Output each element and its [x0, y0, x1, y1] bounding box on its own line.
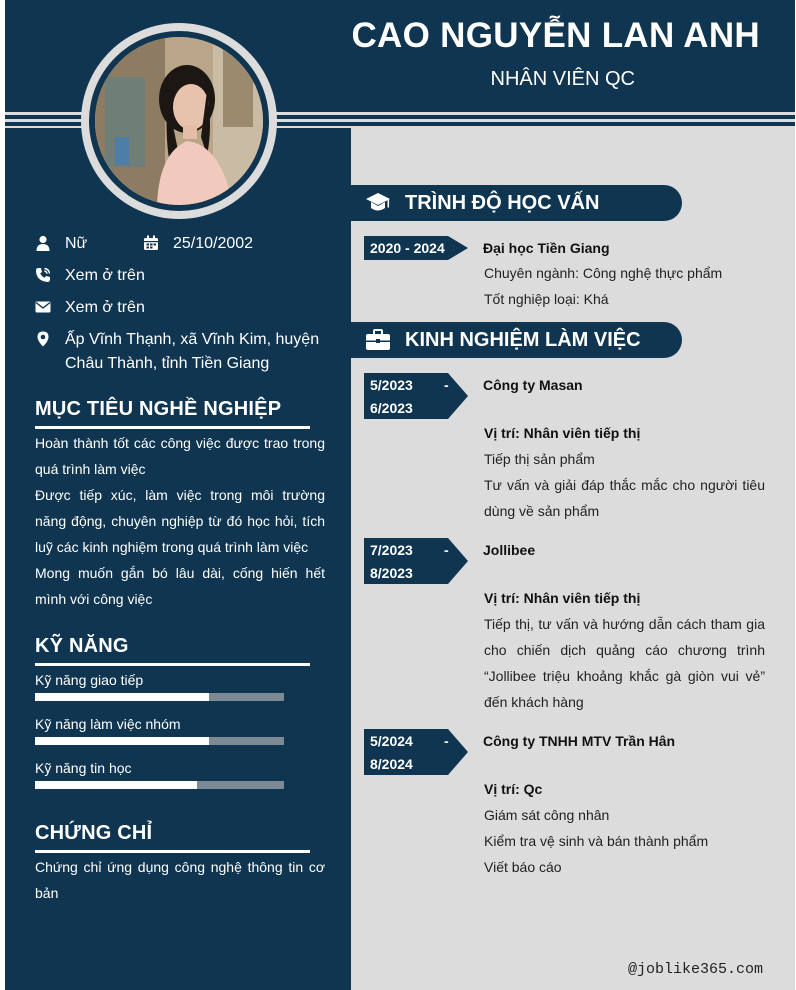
skill-bar: [35, 737, 284, 745]
certificate-text: Chứng chỉ ứng dụng công nghệ thông tin cơ bản: [35, 859, 325, 901]
sidebar: Nữ 25/10/2002 Xem ở trên Xem ở trên Ấp Vĩnh Thạnh, xã Vĩnh Kim, huyện Châu Thành, tỉnh Tiền Giang MỤC TIÊU NGHỀ NGHIỆP Hoàn thành tốt các công việc được trao trong quá trình làm việc Được tiếp xúc, làm việc trong môi trường năng động, chuyên nghiệp từ đó học hỏi, tích luỹ các kinh nghiệm trong quá trình làm việc Mong muốn gắn bó lâu dài, cống hiến hết mình với công việc KỸ NĂNG Kỹ năng giao tiếp Kỹ năng làm việc nhóm Kỹ năng tin học CHỨNG CHỈ Chứng chỉ ứng dụng công nghệ thông tin cơ bản: [5, 128, 351, 990]
education-date: 2020 - 2024: [370, 240, 445, 256]
graduation-cap-icon: [365, 190, 391, 216]
experience-company: Công ty Masan: [483, 377, 583, 393]
skill-label: Kỹ năng làm việc nhóm: [35, 716, 181, 732]
experience-date-end: 8/2023: [370, 565, 413, 581]
candidate-title: NHÂN VIÊN QC: [490, 68, 635, 90]
education-detail: Chuyên ngành: Công nghệ thực phẩm: [484, 265, 723, 281]
experience-date-start: 5/2024: [370, 733, 413, 749]
section-divider: [35, 426, 310, 429]
experience-company: Jollibee: [483, 542, 536, 558]
experience-heading-band: [351, 322, 682, 358]
briefcase-icon: [365, 327, 391, 353]
education-school: Đại học Tiền Giang: [483, 240, 610, 256]
objective-paragraph: Mong muốn gắn bó lâu dài, cống hiến hết mình với công việc: [35, 565, 325, 607]
experience-date-start: 7/2023: [370, 542, 413, 558]
profile-photo: [95, 37, 263, 205]
phone-icon: [35, 267, 51, 283]
experience-duty: Tiếp thị sản phẩm: [484, 451, 595, 467]
experience-position: Vị trí: Nhân viên tiếp thị: [484, 590, 641, 606]
cv-page: [5, 0, 795, 990]
candidate-name: CAO NGUYỄN LAN ANH: [351, 16, 760, 55]
experience-duty: Viết báo cáo: [484, 859, 562, 875]
skill-label: Kỹ năng giao tiếp: [35, 672, 144, 688]
date-tag: [364, 373, 448, 419]
experience-company: Công ty TNHH MTV Trần Hân: [483, 733, 676, 749]
experience-position: Vị trí: Nhân viên tiếp thị: [484, 425, 641, 441]
experience-date-end: 8/2024: [370, 756, 413, 772]
skills-heading: KỸ NĂNG: [35, 635, 129, 657]
education-heading-band: [351, 185, 682, 221]
experience-duty: Giám sát công nhân: [484, 807, 610, 823]
location-pin-icon: [35, 331, 51, 347]
experience-date-separator: -: [444, 733, 449, 749]
skill-bar: [35, 781, 284, 789]
person-icon: [35, 235, 51, 251]
experience-heading: KINH NGHIỆM LÀM VIỆC: [405, 329, 641, 351]
skill-level-fill: [35, 693, 209, 701]
date-tag: [364, 729, 448, 775]
watermark: @joblike365.com: [627, 961, 763, 978]
experience-date-separator: -: [444, 542, 449, 558]
education-detail: Tốt nghiệp loại: Khá: [484, 291, 609, 307]
experience-date-separator: -: [444, 377, 449, 393]
section-divider: [35, 850, 310, 853]
experience-position: Vị trí: Qc: [484, 781, 543, 797]
certificates-heading: CHỨNG CHỈ: [35, 822, 153, 844]
experience-date-end: 6/2023: [370, 400, 413, 416]
experience-date-start: 5/2023: [370, 377, 413, 393]
objective-paragraph: Được tiếp xúc, làm việc trong môi trường năng động, chuyên nghiệp từ đó học hỏi, tích luỹ các kinh nghiệm trong quá trình làm việc: [35, 487, 325, 555]
section-divider: [35, 663, 310, 666]
skill-level-fill: [35, 781, 197, 789]
education-heading: TRÌNH ĐỘ HỌC VẤN: [405, 192, 600, 214]
objective-paragraph: Hoàn thành tốt các công việc được trao trong quá trình làm việc: [35, 435, 325, 477]
skill-level-fill: [35, 737, 209, 745]
avatar: [81, 23, 277, 219]
experience-duty: Kiểm tra vệ sinh và bán thành phẩm: [484, 833, 709, 849]
date-tag: [364, 236, 448, 260]
experience-duty: Tiếp thị, tư vấn và hướng dẫn cách tham gia cho chiến dịch quảng cáo chương trình “Jollibee triệu khoảng khắc gà giòn vui vẻ” đến khách hàng: [484, 616, 765, 710]
calendar-icon: [143, 235, 159, 251]
skill-label: Kỹ năng tin học: [35, 760, 132, 776]
envelope-icon: [35, 299, 51, 315]
skill-bar: [35, 693, 284, 701]
objective-heading: MỤC TIÊU NGHỀ NGHIỆP: [35, 398, 282, 420]
experience-duty: Tư vấn và giải đáp thắc mắc cho người tiêu dùng về sản phẩm: [484, 477, 765, 519]
date-tag: [364, 538, 448, 584]
